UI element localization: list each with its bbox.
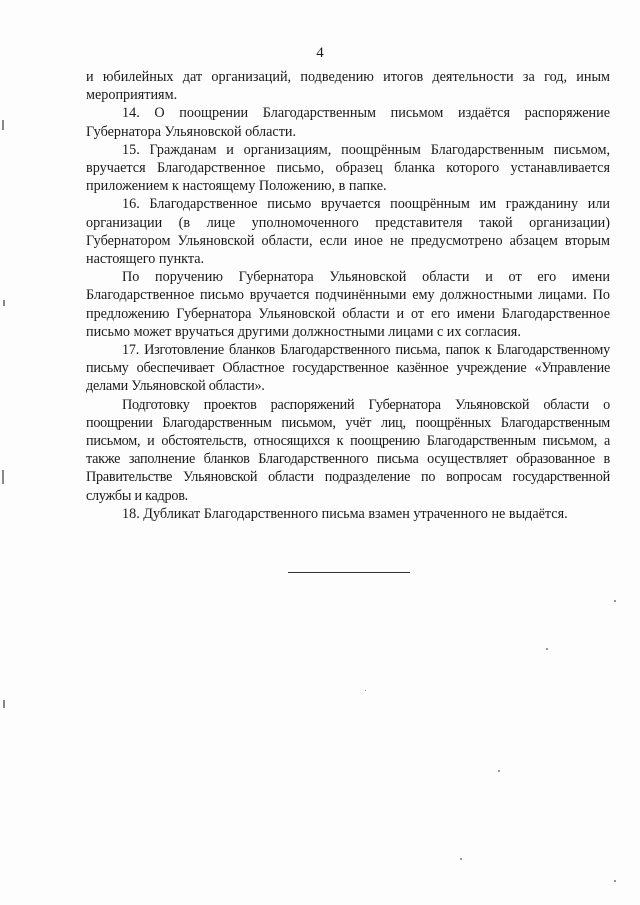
scan-edge-mark	[2, 470, 4, 484]
scan-speck	[498, 770, 500, 772]
scan-speck	[614, 600, 616, 602]
paragraph-continuation: и юбилейных дат организаций, подведению итогов деятельности за год, иным мероприятиям.	[86, 69, 610, 104]
paragraph-item-17-second: Подготовку проектов распоряжений Губернатора Ульяновской области о поощрении Благодарственным письмом, учёт лиц, поощрённых Благодарственным письмом, и обстоятельств, относящихся к поощрению Благодарственным письмом, а также заполнение бланков Благодарственного письма осуществляет образованное в Правительстве Ульяновской области подразделение по вопросам государственной службы и кадров.	[86, 396, 610, 504]
paragraph-item-15: 15. Гражданам и организациям, поощрённым Благодарственным письмом, вручается Благодарственное письмо, образец бланка которого устанавливается приложением к настоящему Положению, в папке.	[86, 141, 610, 195]
end-separator-line	[288, 572, 410, 573]
scan-edge-mark	[2, 120, 4, 130]
paragraph-item-14: 14. О поощрении Благодарственным письмом издаётся распоряжение Губернатора Ульяновской области.	[86, 105, 610, 140]
scan-edge-mark	[3, 300, 5, 306]
document-body	[86, 68, 610, 523]
paragraph-item-18: 18. Дубликат Благодарственного письма взамен утраченного не выдаётся.	[122, 505, 568, 522]
scan-speck	[546, 648, 548, 650]
scan-speck	[365, 690, 366, 691]
paragraph-item-17: 17. Изготовление бланков Благодарственного письма, папок к Благодарственному письму обеспечивает Областное государственное казённое учреждение «Управление делами Ульяновской области».	[86, 342, 610, 395]
paragraph-item-16: 16. Благодарственное письмо вручается поощрённым им гражданину или организации (в лице уполномоченного представителя такой организации) Губернатором Ульяновской области, если иное не предусмотрено абзацем вторым настоящего пункта.	[86, 196, 610, 268]
scan-speck	[614, 880, 616, 882]
scan-speck	[460, 858, 462, 860]
page-number: 4	[316, 45, 324, 61]
scan-edge-mark	[3, 700, 5, 708]
paragraph-item-16-second: По поручению Губернатора Ульяновской области и от его имени Благодарственное письмо вручается подчинёнными ему должностными лицами. По предложению Губернатора Ульяновской области и от его имени Благодарственное письмо может вручаться другими должностными лицами с их согласия.	[86, 269, 610, 340]
